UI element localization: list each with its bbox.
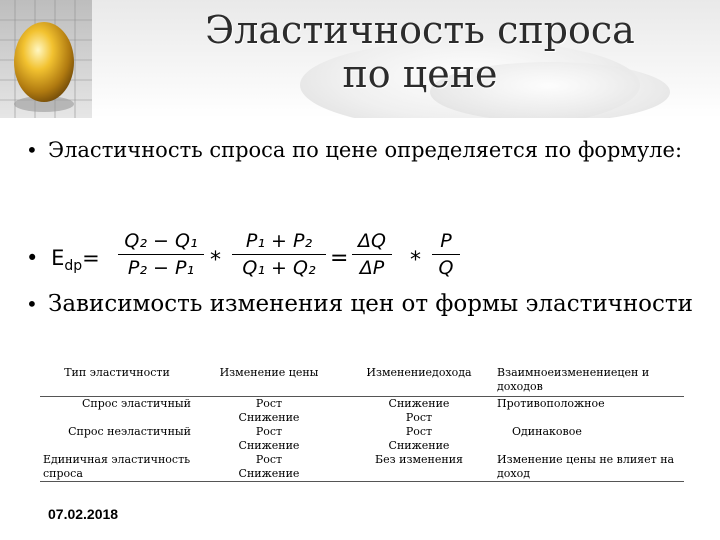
table-cell: Спрос неэластичный [68,425,191,438]
fraction-bar [432,254,460,255]
elasticity-subscript: dp [64,258,83,275]
header-cell: Тип эластичности [40,366,194,397]
table-cell: Изменение цены не влияет на доход [494,453,684,482]
table-cell: Рост Снижение [238,425,300,452]
bullet-icon: • [26,138,38,162]
bullet-definition [26,135,696,165]
header-cell: Взаимноеизменениецен и доходов [494,366,684,397]
denominator: ΔP [359,257,385,279]
table-cell: Единичная эластичность спроса [40,453,194,482]
elasticity-table [40,366,684,482]
slide-date: 07.02.2018 [48,506,119,522]
numerator: P [440,230,452,252]
numerator: Q₂ − Q₁ [124,230,198,252]
fraction-bar [232,254,326,255]
title-line-2: по цене [342,52,498,96]
table-cell: Без изменения [344,453,494,482]
table-header-row [40,366,684,397]
multiply-sign: * [410,248,421,273]
fraction-bar [352,254,392,255]
header-cell: Изменение цены [194,366,344,397]
bullet-icon: • [26,246,39,270]
fraction-price-quantity [432,230,460,279]
multiply-sign: * [210,248,221,273]
header-cell: Изменениедохода [344,366,494,397]
fraction-delta [352,230,392,279]
table-cell: Рост Снижение [238,397,300,424]
bullet-icon: • [26,292,38,316]
numerator: P₁ + P₂ [245,230,313,252]
bullet-dependence [26,287,706,321]
bullet-text: Зависимость изменения цен от формы эластичности [48,291,693,317]
table-cell: Снижение Рост [388,397,450,424]
denominator: P₂ − P₁ [127,257,195,279]
fraction-price-sum [232,230,326,279]
golden-egg-image [0,0,92,118]
bullet-text: Эластичность спроса по цене определяется по формуле: [48,138,683,162]
table-cell: Одинаковое [512,425,582,438]
slide-title [120,8,720,96]
table-cell: Рост Снижение [388,425,450,452]
table-row [40,397,684,426]
table-row [40,453,684,482]
table-cell: Спрос эластичный [81,397,191,410]
fraction-bar [118,254,204,255]
elasticity-symbol: E [51,246,65,270]
table-cell: Рост Снижение [194,453,344,482]
fraction-quantity-change [118,230,204,279]
bullet-formula [26,246,100,274]
equals-sign: = [330,246,349,271]
table-row [40,425,684,453]
numerator: ΔQ [358,230,386,252]
table-cell: Противоположное [497,397,605,410]
title-line-1: Эластичность спроса [205,8,635,52]
denominator: Q₁ + Q₂ [242,257,316,279]
equals-sign: = [82,246,100,270]
denominator: Q [438,257,454,279]
